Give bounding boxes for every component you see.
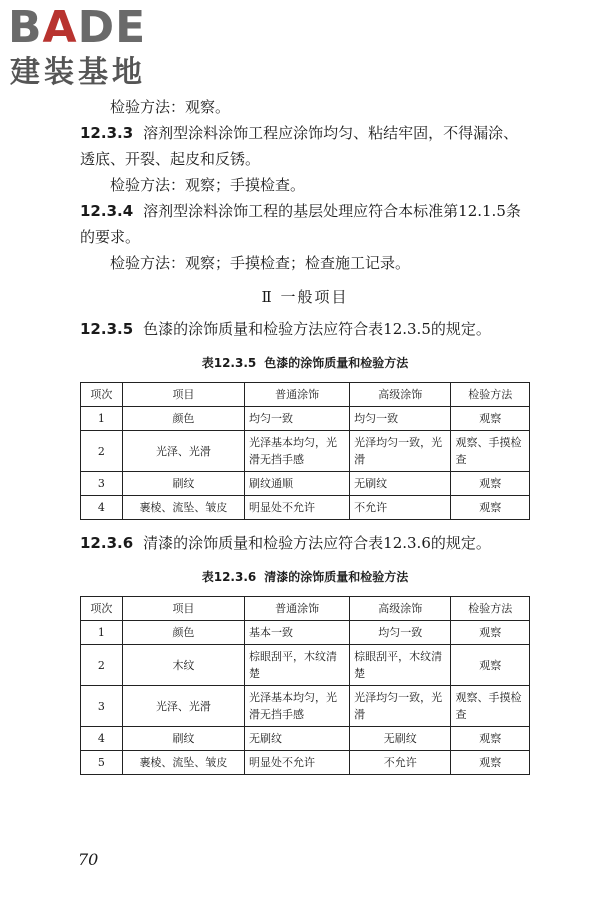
table-cell: 观察: [451, 621, 530, 645]
table-cell: 3: [81, 472, 123, 496]
table-row: [81, 686, 530, 727]
table-header-row: [81, 597, 530, 621]
table-cell: 光泽基本均匀，光滑无挡手感: [245, 431, 350, 472]
table-cell: 3: [81, 686, 123, 727]
column-header: 检验方法: [451, 383, 530, 407]
table-cell: 5: [81, 751, 123, 775]
clause-12-3-4: [80, 198, 530, 250]
section-subheading: Ⅱ 一般项目: [261, 288, 349, 306]
table-cell: 光泽均匀一致，光滑: [350, 686, 451, 727]
table-cell: 光泽、光滑: [122, 431, 244, 472]
table-row: [81, 621, 530, 645]
table-cell: 刷纹通顺: [245, 472, 350, 496]
table-cell: 4: [81, 727, 123, 751]
table-row: [81, 645, 530, 686]
table-cell: 刷纹: [122, 727, 244, 751]
logo-subtitle: 建装基地: [10, 55, 146, 90]
table-cell: 不允许: [350, 751, 451, 775]
column-header: 高级涂饰: [350, 383, 451, 407]
table-cell: 无刷纹: [350, 727, 451, 751]
table-cell: 棕眼刮平，木纹清楚: [350, 645, 451, 686]
clause-text: 清漆的涂饰质量和检验方法应符合表12.3.6的规定。: [143, 534, 491, 552]
table-cell: 光泽基本均匀，光滑无挡手感: [245, 686, 350, 727]
inspection-method-line: 检验方法：观察。: [110, 98, 231, 116]
table-cell: 棕眼刮平，木纹清楚: [245, 645, 350, 686]
table-cell: 1: [81, 407, 123, 431]
clause-text: 溶剂型涂料涂饰工程的基层处理应符合本标准第12.1.5条的要求。: [80, 202, 521, 246]
table-row: [81, 751, 530, 775]
table-cell: 明显处不允许: [245, 751, 350, 775]
table-12-3-6: [80, 596, 530, 775]
table-cell: 颜色: [122, 621, 244, 645]
table-cell: 颜色: [122, 407, 244, 431]
clause-12-3-5: [80, 316, 530, 342]
table-row: [81, 496, 530, 520]
table-cell: 裹棱、流坠、皱皮: [122, 751, 244, 775]
table-cell: 观察: [451, 751, 530, 775]
table-row: [81, 431, 530, 472]
table-cell: 木纹: [122, 645, 244, 686]
table-cell: 不允许: [350, 496, 451, 520]
table-cell: 2: [81, 431, 123, 472]
inspection-method-line: 检验方法：观察；手摸检查；检查施工记录。: [110, 254, 411, 272]
column-header: 项次: [81, 383, 123, 407]
table-cell: 观察、手摸检查: [451, 686, 530, 727]
table-cell: 裹棱、流坠、皱皮: [122, 496, 244, 520]
clause-number: 12.3.4: [80, 202, 134, 220]
table-cell: 观察: [451, 727, 530, 751]
table-row: [81, 727, 530, 751]
table-cell: 观察: [451, 472, 530, 496]
column-header: 普通涂饰: [245, 597, 350, 621]
table-row: [81, 407, 530, 431]
page-number: 70: [78, 850, 99, 869]
table-cell: 光泽、光滑: [122, 686, 244, 727]
table-cell: 2: [81, 645, 123, 686]
inspection-method-line: 检验方法：观察；手摸检查。: [110, 176, 306, 194]
column-header: 项目: [122, 383, 244, 407]
clause-number: 12.3.3: [80, 124, 134, 142]
table-cell: 4: [81, 496, 123, 520]
table-cell: 无刷纹: [245, 727, 350, 751]
table-cell: 均匀一致: [245, 407, 350, 431]
table-cell: 基本一致: [245, 621, 350, 645]
table-row: [81, 472, 530, 496]
column-header: 普通涂饰: [245, 383, 350, 407]
clause-12-3-3: [80, 120, 530, 172]
table-cell: 1: [81, 621, 123, 645]
table-cell: 光泽均匀一致，光滑: [350, 431, 451, 472]
table-cell: 观察: [451, 407, 530, 431]
table-cell: 观察、手摸检查: [451, 431, 530, 472]
clause-number: 12.3.5: [80, 320, 134, 338]
table-caption: 表12.3.6 清漆的涂饰质量和检验方法: [201, 570, 409, 584]
table-cell: 明显处不允许: [245, 496, 350, 520]
table-cell: 观察: [451, 645, 530, 686]
clause-text: 溶剂型涂料涂饰工程应涂饰均匀、粘结牢固，不得漏涂、透底、开裂、起皮和反锈。: [80, 124, 519, 168]
logo: [8, 4, 178, 94]
column-header: 项目: [122, 597, 244, 621]
table-header-row: [81, 383, 530, 407]
table-cell: 无刷纹: [350, 472, 451, 496]
clause-number: 12.3.6: [80, 534, 134, 552]
column-header: 高级涂饰: [350, 597, 451, 621]
table-cell: 均匀一致: [350, 621, 451, 645]
column-header: 检验方法: [451, 597, 530, 621]
column-header: 项次: [81, 597, 123, 621]
table-cell: 刷纹: [122, 472, 244, 496]
table-cell: 均匀一致: [350, 407, 451, 431]
table-12-3-5: [80, 382, 530, 520]
table-cell: 观察: [451, 496, 530, 520]
clause-text: 色漆的涂饰质量和检验方法应符合表12.3.5的规定。: [143, 320, 491, 338]
table-caption: 表12.3.5 色漆的涂饰质量和检验方法: [201, 356, 409, 370]
clause-12-3-6: [80, 530, 530, 556]
document-body: [80, 94, 530, 775]
logo-brand: BADE: [8, 2, 147, 53]
